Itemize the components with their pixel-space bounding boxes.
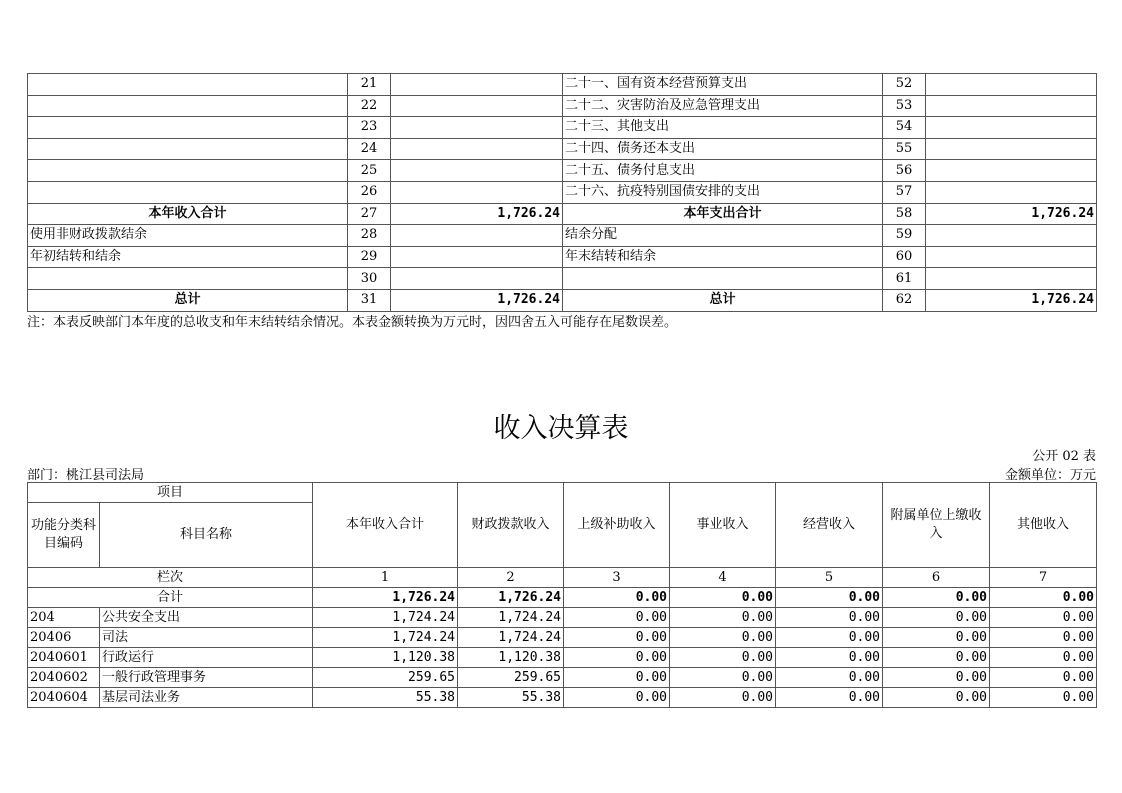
index-row (28, 568, 1097, 588)
total-value: 0.00 (670, 588, 776, 608)
cell-value: 0.00 (990, 628, 1097, 648)
total-value: 1,726.24 (313, 588, 458, 608)
expense-row-number: 56 (883, 160, 926, 182)
expense-amount (926, 95, 1097, 117)
income-item-label (28, 138, 348, 160)
summary-table-body (28, 74, 1097, 312)
income-row-number: 28 (348, 225, 391, 247)
income-amount (391, 268, 563, 290)
income-amount (391, 160, 563, 182)
cell-value: 0.00 (670, 668, 776, 688)
table-row (28, 117, 1097, 139)
cell-value: 1,724.24 (458, 608, 564, 628)
cell-value: 55.38 (458, 688, 564, 708)
expense-item-label: 年末结转和结余 (563, 246, 883, 268)
cell-value: 0.00 (670, 608, 776, 628)
table-row (28, 246, 1097, 268)
header-col-fiscal-income: 财政拨款收入 (458, 483, 564, 568)
income-item-label (28, 117, 348, 139)
expense-amount (926, 225, 1097, 247)
income-row-number: 30 (348, 268, 391, 290)
table-row (28, 95, 1097, 117)
cell-value: 1,120.38 (313, 648, 458, 668)
subject-code: 2040604 (28, 688, 100, 708)
expense-amount (926, 181, 1097, 203)
expense-amount (926, 160, 1097, 182)
cell-value: 0.00 (564, 648, 670, 668)
income-amount (391, 138, 563, 160)
cell-value: 0.00 (564, 688, 670, 708)
income-row-number: 23 (348, 117, 391, 139)
cell-value: 0.00 (776, 668, 883, 688)
cell-value: 0.00 (990, 648, 1097, 668)
subject-name: 司法 (100, 628, 313, 648)
index-number: 7 (990, 568, 1097, 588)
cell-value: 259.65 (313, 668, 458, 688)
table-note: 注：本表反映部门本年度的总收支和年末结转结余情况。本表金额转换为万元时，因四舍五入可能存在尾数误差。 (27, 315, 678, 330)
cell-value: 0.00 (883, 608, 990, 628)
cell-value: 0.00 (883, 628, 990, 648)
department-label: 部门：桃江县司法局 (27, 468, 145, 483)
subject-code: 2040601 (28, 648, 100, 668)
expense-amount (926, 138, 1097, 160)
expense-amount (926, 246, 1097, 268)
table-row-grand-total (28, 289, 1097, 311)
table-row (28, 181, 1097, 203)
expense-row-number: 58 (883, 203, 926, 225)
cell-value: 55.38 (313, 688, 458, 708)
header-row (28, 483, 1097, 503)
cell-value: 0.00 (883, 688, 990, 708)
total-label: 合计 (28, 588, 313, 608)
expense-row-number: 60 (883, 246, 926, 268)
income-item-label (28, 268, 348, 290)
income-total-amount: 1,726.24 (391, 289, 563, 311)
cell-value: 0.00 (776, 648, 883, 668)
total-value: 0.00 (776, 588, 883, 608)
index-label: 栏次 (28, 568, 313, 588)
income-item-label (28, 181, 348, 203)
cell-value: 0.00 (883, 668, 990, 688)
income-amount (391, 225, 563, 247)
index-number: 4 (670, 568, 776, 588)
amount-unit-label: 金额单位：万元 (1004, 468, 1096, 483)
expense-row-number: 61 (883, 268, 926, 290)
expense-item-label: 二十二、灾害防治及应急管理支出 (563, 95, 883, 117)
header-item: 项目 (28, 483, 313, 503)
total-value: 1,726.24 (458, 588, 564, 608)
expense-amount (926, 117, 1097, 139)
index-number: 3 (564, 568, 670, 588)
cell-value: 0.00 (776, 608, 883, 628)
header-col-business-income: 事业收入 (670, 483, 776, 568)
header-col-total-income: 本年收入合计 (313, 483, 458, 568)
cell-value: 0.00 (564, 608, 670, 628)
expense-item-label: 二十五、债务付息支出 (563, 160, 883, 182)
subject-name: 行政运行 (100, 648, 313, 668)
summary-table (27, 73, 1097, 312)
table-row (28, 668, 1097, 688)
income-total-label: 总计 (28, 289, 348, 311)
cell-value: 0.00 (670, 648, 776, 668)
income-item-label (28, 74, 348, 96)
total-value: 0.00 (564, 588, 670, 608)
table-row (28, 138, 1097, 160)
header-name: 科目名称 (100, 503, 313, 568)
expense-row-number: 62 (883, 289, 926, 311)
table-row (28, 225, 1097, 247)
income-amount (391, 74, 563, 96)
index-number: 2 (458, 568, 564, 588)
table-row (28, 160, 1097, 182)
expense-item-label: 结余分配 (563, 225, 883, 247)
index-number: 6 (883, 568, 990, 588)
income-row-number: 31 (348, 289, 391, 311)
cell-value: 1,724.24 (458, 628, 564, 648)
cell-value: 1,120.38 (458, 648, 564, 668)
income-row-number: 24 (348, 138, 391, 160)
cell-value: 1,724.24 (313, 628, 458, 648)
expense-row-number: 54 (883, 117, 926, 139)
expense-item-label (563, 268, 883, 290)
expense-row-number: 55 (883, 138, 926, 160)
income-item-label: 年初结转和结余 (28, 246, 348, 268)
income-row-number: 25 (348, 160, 391, 182)
expense-amount (926, 74, 1097, 96)
expense-item-label: 二十一、国有资本经营预算支出 (563, 74, 883, 96)
income-row-number: 27 (348, 203, 391, 225)
income-item-label (28, 160, 348, 182)
index-number: 1 (313, 568, 458, 588)
cell-value: 0.00 (776, 628, 883, 648)
income-item-label (28, 95, 348, 117)
expense-row-number: 59 (883, 225, 926, 247)
expense-row-number: 57 (883, 181, 926, 203)
subject-name: 公共安全支出 (100, 608, 313, 628)
subject-name: 一般行政管理事务 (100, 668, 313, 688)
expense-item-label: 二十四、债务还本支出 (563, 138, 883, 160)
cell-value: 1,724.24 (313, 608, 458, 628)
expense-subtotal-amount: 1,726.24 (926, 203, 1097, 225)
header-col-affiliated-income: 附属单位上缴收入 (883, 483, 990, 568)
cell-value: 0.00 (670, 688, 776, 708)
income-subtotal-amount: 1,726.24 (391, 203, 563, 225)
expense-amount (926, 268, 1097, 290)
income-item-label: 使用非财政拨款结余 (28, 225, 348, 247)
table-row (28, 648, 1097, 668)
table-row-subtotal (28, 203, 1097, 225)
income-amount (391, 181, 563, 203)
income-amount (391, 95, 563, 117)
table-row (28, 628, 1097, 648)
cell-value: 0.00 (883, 648, 990, 668)
income-statement-table (27, 482, 1097, 708)
income-subtotal-label: 本年收入合计 (28, 203, 348, 225)
total-value: 0.00 (883, 588, 990, 608)
index-number: 5 (776, 568, 883, 588)
cell-value: 0.00 (990, 608, 1097, 628)
expense-total-label: 总计 (563, 289, 883, 311)
expense-subtotal-label: 本年支出合计 (563, 203, 883, 225)
income-row-number: 21 (348, 74, 391, 96)
subject-code: 204 (28, 608, 100, 628)
cell-value: 259.65 (458, 668, 564, 688)
expense-row-number: 52 (883, 74, 926, 96)
cell-value: 0.00 (990, 668, 1097, 688)
table-row (28, 74, 1097, 96)
header-col-superior-subsidy: 上级补助收入 (564, 483, 670, 568)
table-row (28, 268, 1097, 290)
header-code: 功能分类科目编码 (28, 503, 100, 568)
expense-item-label: 二十六、抗疫特别国债安排的支出 (563, 181, 883, 203)
income-row-number: 22 (348, 95, 391, 117)
expense-total-amount: 1,726.24 (926, 289, 1097, 311)
page-title: 收入决算表 (493, 413, 629, 444)
subject-code: 20406 (28, 628, 100, 648)
income-amount (391, 117, 563, 139)
total-row (28, 588, 1097, 608)
cell-value: 0.00 (564, 668, 670, 688)
form-code: 公开 02 表 (1032, 449, 1096, 464)
expense-row-number: 53 (883, 95, 926, 117)
subject-code: 2040602 (28, 668, 100, 688)
total-value: 0.00 (990, 588, 1097, 608)
table-row (28, 608, 1097, 628)
table-row (28, 688, 1097, 708)
cell-value: 0.00 (564, 628, 670, 648)
income-row-number: 29 (348, 246, 391, 268)
income-row-number: 26 (348, 181, 391, 203)
cell-value: 0.00 (990, 688, 1097, 708)
header-col-other-income: 其他收入 (990, 483, 1097, 568)
subject-name: 基层司法业务 (100, 688, 313, 708)
header-col-operating-income: 经营收入 (776, 483, 883, 568)
income-amount (391, 246, 563, 268)
expense-item-label: 二十三、其他支出 (563, 117, 883, 139)
cell-value: 0.00 (670, 628, 776, 648)
cell-value: 0.00 (776, 688, 883, 708)
